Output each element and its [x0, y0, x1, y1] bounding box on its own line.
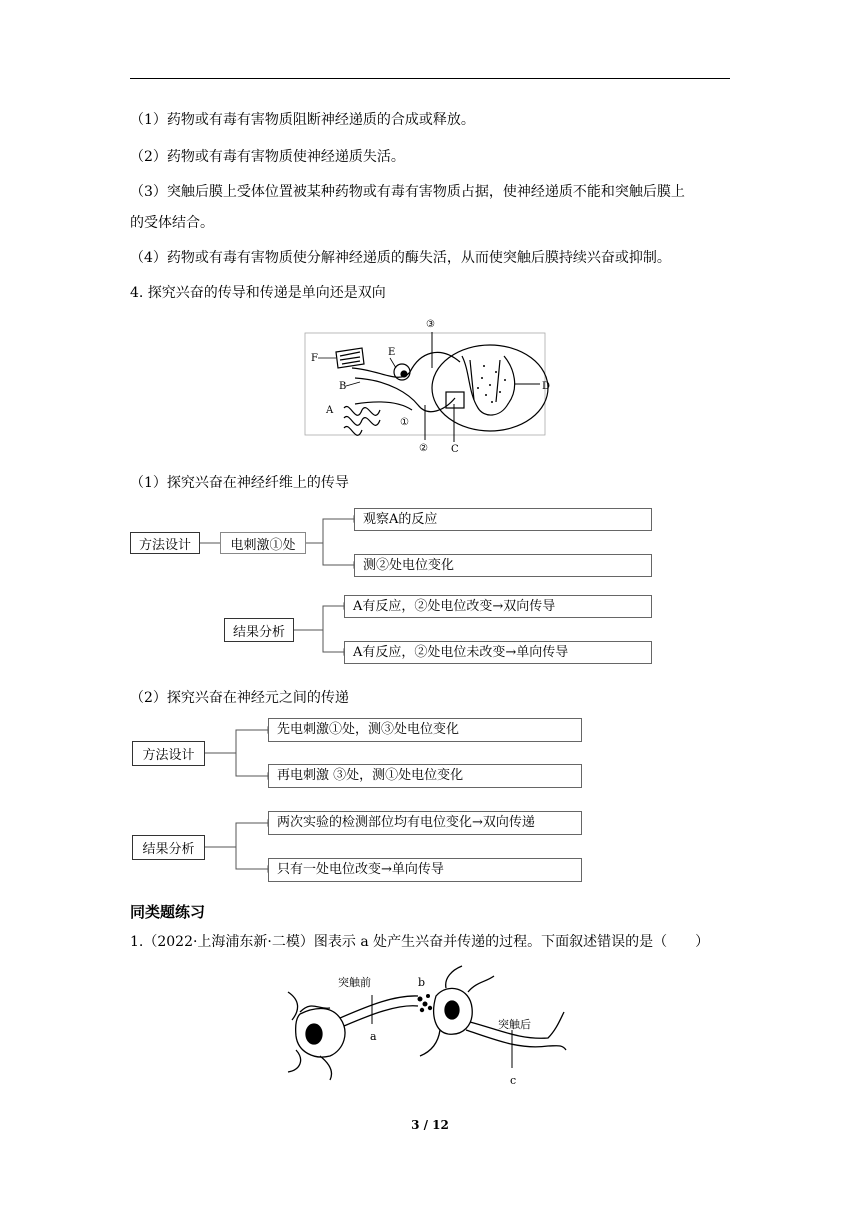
part1-method-option-1: 观察A的反应: [354, 508, 652, 531]
part1-method-option-2: 测②处电位变化: [354, 554, 652, 577]
part2-heading: （2）探究兴奋在神经元之间的传递: [130, 690, 349, 706]
paragraph-3b: 的受体结合。: [130, 215, 214, 231]
practice-question-1: 1.（2022·上海浦东新·二模）图表示 a 处产生兴奋并传递的过程。下面叙述错误的是（ ）: [130, 934, 710, 950]
label-3: ③: [426, 319, 435, 330]
part2-method-option-1: 先电刺激①处，测③处电位变化: [268, 718, 582, 742]
part2-result-label: 结果分析: [132, 835, 205, 860]
part1-stimulus: 电刺激①处: [220, 532, 306, 554]
section-heading-4: 4. 探究兴奋的传导和传递是单向还是双向: [130, 285, 386, 301]
label-C: C: [451, 444, 459, 455]
part2-method-option-2: 再电刺激 ③处，测①处电位变化: [268, 764, 582, 788]
label-B: B: [339, 381, 347, 392]
part2-method-label: 方法设计: [132, 741, 205, 766]
paragraph-4: （4）药物或有毒有害物质使分解神经递质的酶失活，从而使突触后膜持续兴奋或抑制。: [130, 250, 671, 266]
label-2: ②: [419, 443, 428, 454]
label-a: a: [370, 1030, 377, 1043]
paragraph-2: （2）药物或有毒有害物质使神经递质失活。: [130, 149, 405, 165]
label-presynaptic: 突触前: [338, 976, 371, 989]
label-b: b: [418, 976, 426, 989]
label-A: A: [326, 405, 334, 416]
part1-result-label: 结果分析: [224, 618, 294, 642]
label-postsynaptic: 突触后: [498, 1018, 531, 1031]
paragraph-1: （1）药物或有毒有害物质阻断神经递质的合成或释放。: [130, 112, 475, 128]
part1-heading: （1）探究兴奋在神经纤维上的传导: [130, 475, 349, 491]
part2-result-option-2: 只有一处电位改变→单向传导: [268, 858, 582, 882]
label-E: E: [388, 347, 396, 358]
label-D: D: [542, 381, 551, 392]
page-number: 3 / 12: [411, 1118, 449, 1132]
part1-result-option-1: A有反应，②处电位改变→双向传导: [344, 595, 652, 618]
label-1: ①: [400, 417, 409, 428]
part2-result-option-1: 两次实验的检测部位均有电位变化→双向传递: [268, 811, 582, 835]
label-F: F: [311, 353, 318, 364]
part1-result-option-2: A有反应，②处电位未改变→单向传导: [344, 641, 652, 664]
paragraph-3a: （3）突触后膜上受体位置被某种药物或有毒有害物质占据，使神经递质不能和突触后膜上: [130, 184, 685, 200]
label-c: c: [510, 1074, 517, 1087]
practice-heading: 同类题练习: [130, 903, 206, 921]
part1-method-label: 方法设计: [130, 532, 200, 554]
